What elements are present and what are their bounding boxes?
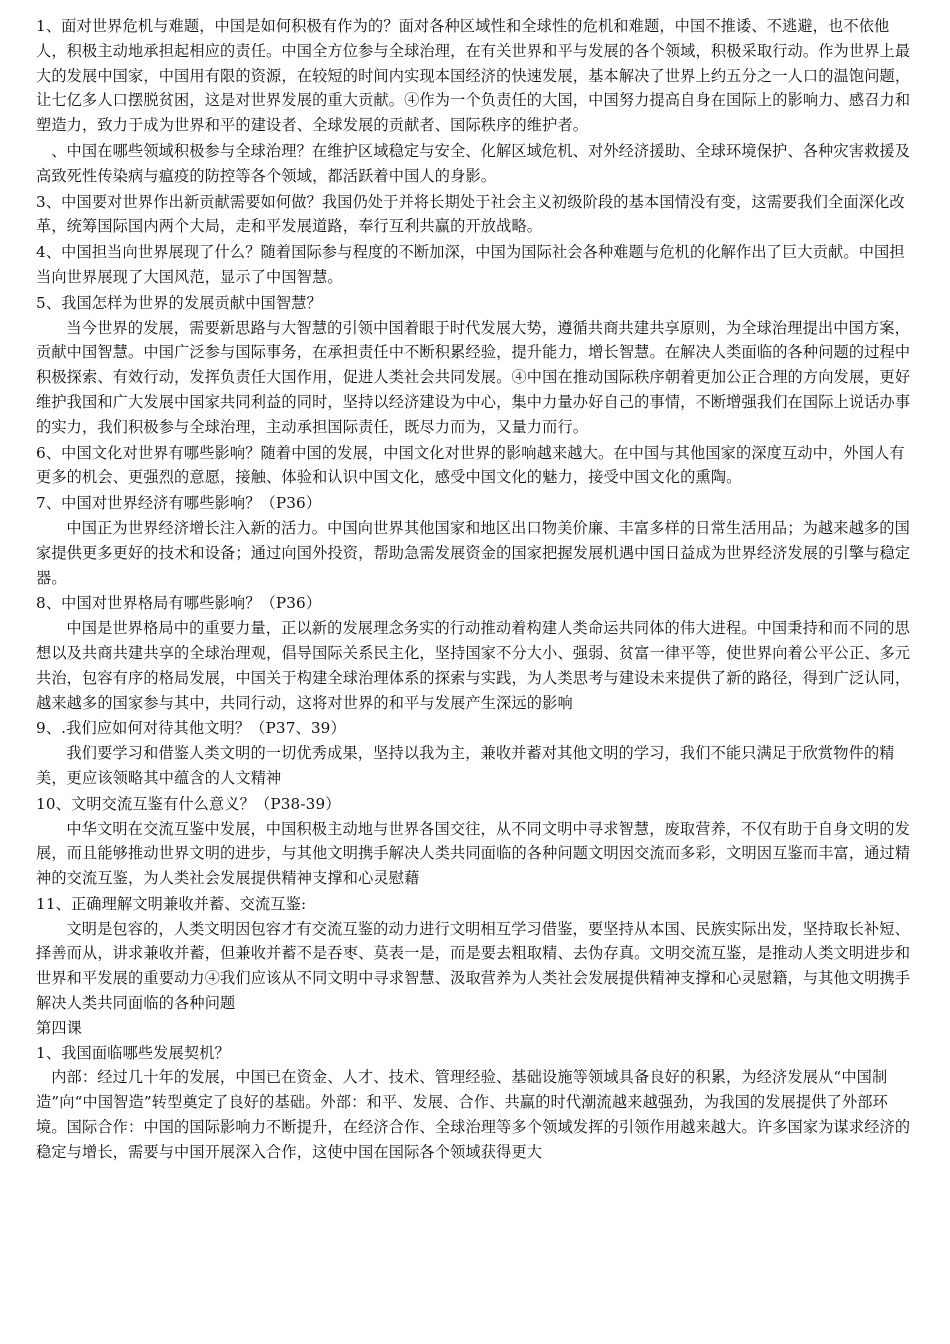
question-q9: 9、.我们应如何对待其他文明？（P37、39） [36,719,346,738]
answer-q8: 中国是世界格局中的重要力量，正以新的发展理念务实的行动推动着构建人类命运共同体的伟大进程。中国秉持和而不同的思想以及共商共建共享的全球治理观，倡导国际关系民主化，坚持国家不分大小、强弱、贫富一律平等，使世界向着公平公正、多元共治，包容有序的格局发展，中国关于构建全球治理体系的探索与实践，为人类思考与建设未来提供了新的路径，得到广泛认同，越来越多的国家参与其中，共同行动，这将对世界的和平与发展产生深远的影响 [36,619,911,712]
question-q7: 7、中国对世界经济有哪些影响？（P36） [36,494,322,513]
question-l4-q1: 1、我国面临哪些发展契机？ [36,1043,230,1062]
question-q8: 8、中国对世界格局有哪些影响？（P36） [36,594,322,613]
answer-q7: 中国正为世界经济增长注入新的活力。中国向世界其他国家和地区出口物美价廉、丰富多样的日常生活用品；为越来越多的国家提供更多更好的技术和设备；通过向国外投资，帮助急需发展资金的国家把握发展机遇中国日益成为世界经济发展的引擎与稳定器。 [36,518,911,587]
question-q11: 11、正确理解文明兼收并蓄、交流互鉴: [36,894,307,913]
question-q10: 10、文明交流互鉴有什么意义？（P38-39） [36,794,341,813]
answer-l4-q1: 内部：经过几十年的发展，中国已在资金、人才、技术、管理经验、基础设施等领域具备良好的积累，为经济发展从“中国制造”向“中国智造”转型奠定了良好的基础。外部：和平、发展、合作、共赢的时代潮流越来越强劲，为我国的发展提供了外部环境。国际合作：中国的国际影响力不断提升，在经济合作、全球治理等多个领域发挥的引领作用越来越大。许多国家为谋求经济的稳定与增长，需要与中国开展深入合作，这使中国在国际各个领域获得更大 [36,1068,911,1161]
document-body [36,14,916,1165]
answer-q11: 文明是包容的，人类文明因包容才有交流互鉴的动力进行文明相互学习借鉴，要坚持从本国、民族实际出发，坚持取长补短、择善而从，讲求兼收并蓄，但兼收并蓄不是吞枣、莫表一是，而是要去粗取精、去伪存真。文明交流互鉴，是推动人类文明进步和世界和平发展的重要动力④我们应该从不同文明中寻求智慧、汲取营养为人类社会发展提供精神支撑和心灵慰籍，与其他文明携手解决人类共同面临的各种问题 [36,919,911,1013]
question-q5: 5、我国怎样为世界的发展贡献中国智慧？ [36,293,322,312]
lesson-heading: 第四课 [36,1018,83,1037]
paragraph-q1: 1、面对世界危机与难题，中国是如何积极有作为的？面对各种区域性和全球性的危机和难题，中国不推诿、不逃避，也不依他人，积极主动地承担起相应的责任。中国全方位参与全球治理，在有关世界和平与发展的各个领域，积极采取行动。作为世界上最大的发展中国家，中国用有限的资源，在较短的时间内实现本国经济的快速发展，基本解决了世界上约五分之一人口的温饱问题，让七亿多人口摆脱贫困，这是对世界发展的重大贡献。④作为一个负责任的大国，中国努力提高自身在国际上的影响力、感召力和塑造力，致力于成为世界和平的建设者、全球发展的贡献者、国际秩序的维护者。 [36,17,911,135]
paragraph-q3: 3、中国要对世界作出新贡献需要如何做？我国仍处于并将长期处于社会主义初级阶段的基本国情没有变，这需要我们全面深化改革，统筹国际国内两个大局，走和平发展道路，奉行互利共赢的开放战略。 [36,192,905,236]
answer-q5: 当今世界的发展，需要新思路与大智慧的引领中国着眼于时代发展大势，遵循共商共建共享原则，为全球治理提出中国方案，贡献中国智慧。中国广泛参与国际事务，在承担责任中不断积累经验，提升能力，增长智慧。在解决人类面临的各种问题的过程中积极探索、有效行动，发挥负责任大国作用，促进人类社会共同发展。④中国在推动国际秩序朝着更加公正合理的方向发展，更好维护我国和广大发展中国家共同利益的同时，坚持以经济建设为中心，集中力量办好自己的事情，不断增强我们在国际上说话办事的实力，我们积极参与全球治理，主动承担国际责任，既尽力而为，又量力而行。 [36,318,911,436]
paragraph-q6: 6、中国文化对世界有哪些影响？随着中国的发展，中国文化对世界的影响越来越大。在中国与其他国家的深度互动中，外国人有更多的机会、更强烈的意愿，接触、体验和认识中国文化，感受中国文化的魅力，接受中国文化的熏陶。 [36,443,905,487]
answer-q10: 中华文明在交流互鉴中发展，中国积极主动地与世界各国交往，从不同文明中寻求智慧，废取营养，不仅有助于自身文明的发展，而且能够推动世界文明的进步，与其他文明携手解决人类共同面临的各种问题文明因交流而多彩，文明因互鉴而丰富，通过精神的交流互鉴，为人类社会发展提供精神支撑和心灵慰藉 [36,819,911,888]
paragraph-q2: 、中国在哪些领域积极参与全球治理？在维护区域稳定与安全、化解区域危机、对外经济援助、全球环境保护、各种灾害救援及高致死性传染病与瘟疫的防控等各个领域，都活跃着中国人的身影。 [36,141,911,185]
answer-q9: 我们要学习和借鉴人类文明的一切优秀成果，坚持以我为主，兼收并蓄对其他文明的学习，我们不能只满足于欣赏物件的精美，更应该领略其中蕴含的人文精神 [36,744,895,787]
paragraph-q4: 4、中国担当向世界展现了什么？随着国际参与程度的不断加深，中国为国际社会各种难题与危机的化解作出了巨大贡献。中国担当向世界展现了大国风范，显示了中国智慧。 [36,243,905,286]
